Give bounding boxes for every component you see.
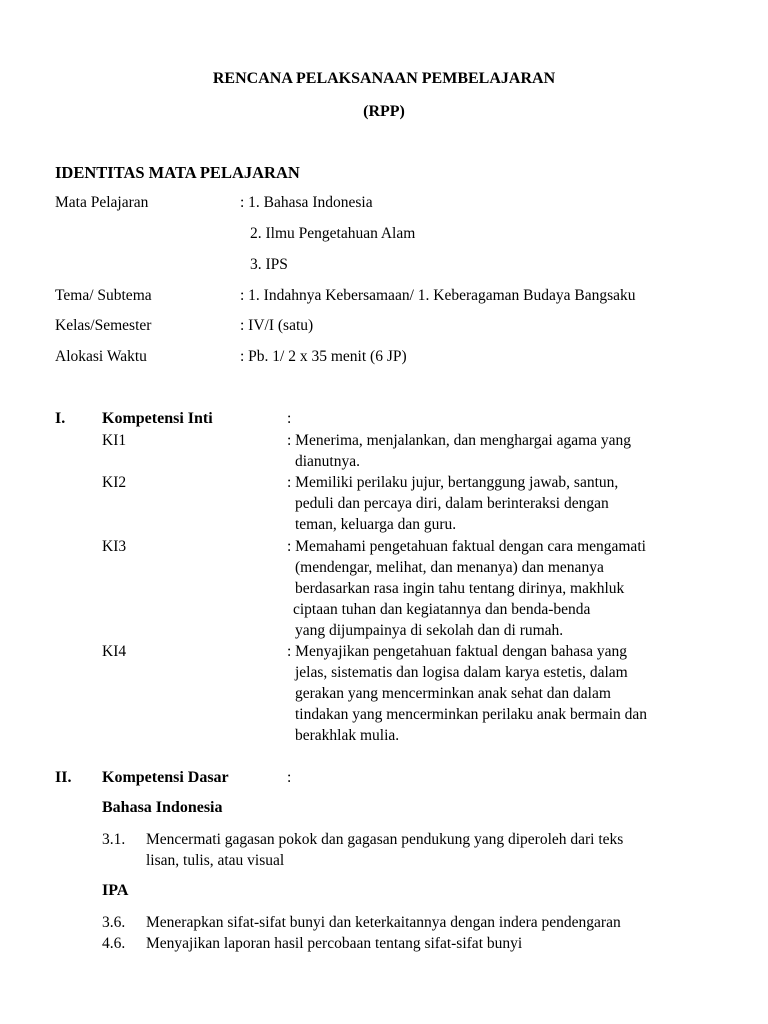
identitas-label: Kelas/Semester bbox=[55, 317, 152, 334]
section-numeral: I. bbox=[55, 410, 66, 427]
ki-line: dianutnya. bbox=[295, 453, 360, 470]
ki-line: yang dijumpainya di sekolah dan di rumah. bbox=[295, 622, 564, 639]
ki-description bbox=[287, 430, 631, 472]
ki-line: : Memahami pengetahuan faktual dengan cara mengamati bbox=[287, 538, 646, 555]
subject-heading: IPA bbox=[102, 882, 129, 899]
kd-number: 3.6. bbox=[102, 914, 126, 931]
ki-code: KI4 bbox=[102, 643, 127, 660]
section-colon: : bbox=[287, 410, 292, 427]
kd-line: lisan, tulis, atau visual bbox=[146, 852, 285, 869]
ki-description bbox=[287, 472, 618, 535]
identitas-value: : IV/I (satu) bbox=[240, 317, 314, 334]
ki-line: : Memiliki perilaku jujur, bertanggung jawab, santun, bbox=[287, 474, 619, 491]
ki-code: KI2 bbox=[102, 474, 127, 491]
ki-description bbox=[287, 536, 646, 641]
section-title: Kompetensi Inti bbox=[102, 410, 213, 427]
document-title: RENCANA PELAKSANAAN PEMBELAJARAN bbox=[212, 70, 556, 87]
ki-line: : Menerima, menjalankan, dan menghargai agama yang bbox=[287, 432, 632, 449]
identitas-heading: IDENTITAS MATA PELAJARAN bbox=[55, 163, 300, 182]
ki-line: peduli dan percaya diri, dalam berinteraksi dengan bbox=[295, 495, 609, 512]
kd-line: Menyajikan laporan hasil percobaan tentang sifat-sifat bunyi bbox=[146, 935, 523, 952]
ki-code: KI3 bbox=[102, 538, 127, 555]
identitas-value: : Pb. 1/ 2 x 35 menit (6 JP) bbox=[240, 348, 407, 365]
ki-line: gerakan yang mencerminkan anak sehat dan dalam bbox=[295, 685, 611, 702]
ki-line: berakhlak mulia. bbox=[295, 727, 400, 744]
document-subtitle: (RPP) bbox=[363, 103, 405, 120]
kd-line: Menerapkan sifat-sifat bunyi dan keterkaitannya dengan indera pendengaran bbox=[146, 914, 621, 931]
section-title: Kompetensi Dasar bbox=[102, 769, 229, 786]
ki-line: (mendengar, melihat, dan menanya) dan menanya bbox=[295, 559, 604, 576]
kd-line: Mencermati gagasan pokok dan gagasan pendukung yang diperoleh dari teks bbox=[146, 831, 624, 848]
identitas-label: Tema/ Subtema bbox=[55, 287, 152, 304]
identitas-value: 2. Ilmu Pengetahuan Alam bbox=[250, 225, 416, 242]
identitas-value: 3. IPS bbox=[250, 256, 288, 273]
section-colon: : bbox=[287, 769, 292, 786]
ki-code: KI1 bbox=[102, 432, 127, 449]
ki-line: teman, keluarga dan guru. bbox=[295, 516, 457, 533]
ki-line: : Menyajikan pengetahuan faktual dengan bahasa yang bbox=[287, 643, 628, 660]
section-numeral: II. bbox=[55, 769, 72, 786]
kd-number: 3.1. bbox=[102, 831, 126, 848]
ki-line: ciptaan tuhan dan kegiatannya dan benda-benda bbox=[293, 601, 591, 618]
identitas-value: : 1. Indahnya Kebersamaan/ 1. Keberagaman Budaya Bangsaku bbox=[240, 287, 636, 304]
ki-line: berdasarkan rasa ingin tahu tentang dirinya, makhluk bbox=[295, 580, 625, 597]
identitas-value: : 1. Bahasa Indonesia bbox=[240, 194, 373, 211]
kd-number: 4.6. bbox=[102, 935, 126, 952]
ki-line: tindakan yang mencerminkan perilaku anak bermain dan bbox=[295, 706, 648, 723]
identitas-label: Mata Pelajaran bbox=[55, 194, 149, 211]
ki-line: jelas, sistematis dan logisa dalam karya estetis, dalam bbox=[295, 664, 628, 681]
identitas-label: Alokasi Waktu bbox=[55, 348, 147, 365]
ki-description bbox=[287, 641, 647, 746]
subject-heading: Bahasa Indonesia bbox=[102, 799, 223, 816]
